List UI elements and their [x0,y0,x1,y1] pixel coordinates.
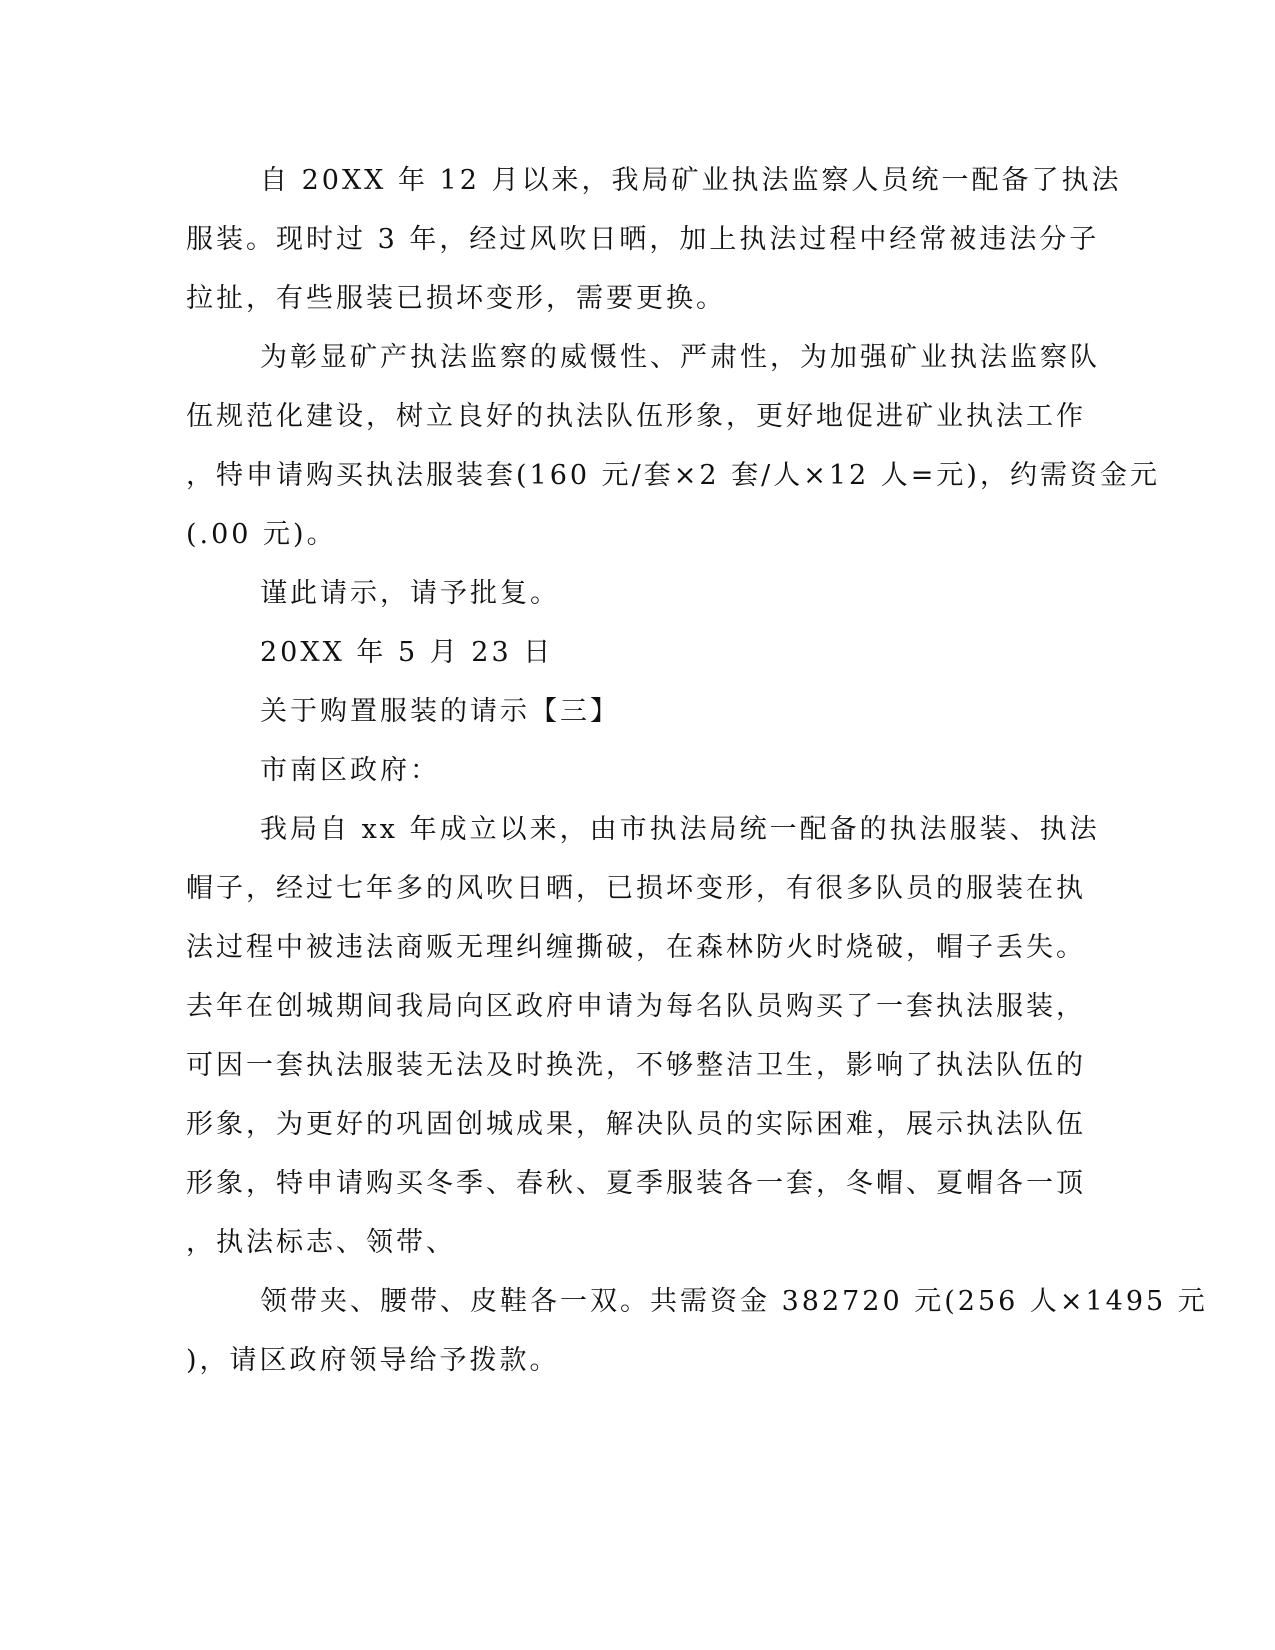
addressee: 市南区政府： [260,755,440,786]
paragraph-1-line-1: 自 20XX 年 12 月以来，我局矿业执法监察人员统一配备了执法 [260,165,1122,196]
paragraph-3-line-2: 帽子，经过七年多的风吹日晒，已损坏变形，有很多队员的服装在执 [186,873,1086,904]
paragraph-1-line-3: 拉扯，有些服装已损坏变形，需要更换。 [186,283,726,314]
paragraph-3-line-8: ，执法标志、领带、 [186,1227,456,1258]
paragraph-2-line-1: 为彰显矿产执法监察的威慑性、严肃性，为加强矿业执法监察队 [260,342,1100,373]
closing-request: 谨此请示，请予批复。 [260,578,560,609]
paragraph-1-line-2: 服装。现时过 3 年，经过风吹日晒，加上执法过程中经常被违法分子 [186,224,1100,255]
paragraph-3-line-3: 法过程中被违法商贩无理纠缠撕破，在森林防火时烧破，帽子丢失。 [186,932,1086,963]
paragraph-4-line-1: 领带夹、腰带、皮鞋各一双。共需资金 382720 元(256 人×1495 元 [260,1286,1208,1317]
paragraph-2-line-2: 伍规范化建设，树立良好的执法队伍形象，更好地促进矿业执法工作 [186,401,1086,432]
paragraph-3-line-7: 形象，特申请购买冬季、春秋、夏季服装各一套，冬帽、夏帽各一顶 [186,1168,1086,1199]
paragraph-2-line-3: ，特申请购买执法服装套(160 元/套×2 套/人×12 人=元)，约需资金元 [186,460,1160,491]
paragraph-3-line-5: 可因一套执法服装无法及时换洗，不够整洁卫生，影响了执法队伍的 [186,1050,1086,1081]
paragraph-3-line-4: 去年在创城期间我局向区政府申请为每名队员购买了一套执法服装， [186,991,1086,1022]
section-title: 关于购置服装的请示【三】 [260,696,620,727]
paragraph-3-line-6: 形象，为更好的巩固创城成果，解决队员的实际困难，展示执法队伍 [186,1109,1086,1140]
document-date: 20XX 年 5 月 23 日 [260,637,554,668]
paragraph-4-line-2: )，请区政府领导给予拨款。 [186,1345,560,1376]
paragraph-3-line-1: 我局自 xx 年成立以来，由市执法局统一配备的执法服装、执法 [260,814,1100,845]
paragraph-2-line-4: (.00 元)。 [186,519,337,550]
